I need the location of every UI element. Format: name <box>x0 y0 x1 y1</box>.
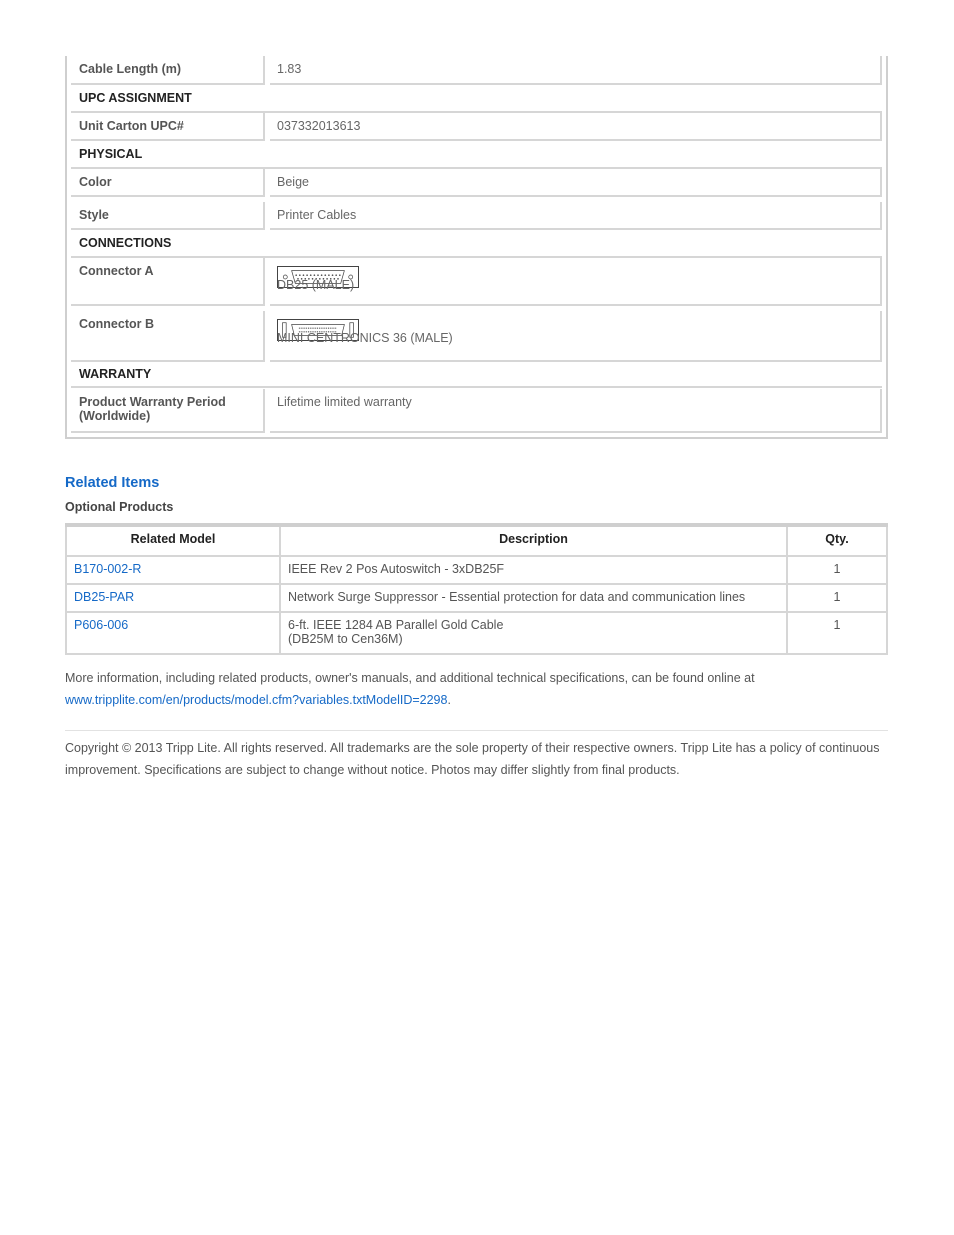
spec-row-connector-b <box>71 311 882 362</box>
spec-label: Unit Carton UPC# <box>71 113 265 141</box>
description-cell: IEEE Rev 2 Pos Autoswitch - 3xDB25F <box>280 556 787 584</box>
spec-value-connector-b <box>270 311 882 362</box>
spec-label: Connector A <box>71 258 265 306</box>
spec-label: Product Warranty Period (Worldwide) <box>71 389 265 433</box>
connector-a-name: DB25 (MALE) <box>277 278 355 292</box>
spec-row-warranty <box>71 389 882 433</box>
more-info-sentence: More information, including related products, owner's manuals, and additional technical specifications, can be found online at <box>65 671 755 685</box>
column-header-description: Description <box>280 525 787 556</box>
model-cell <box>66 612 280 654</box>
model-link[interactable]: B170-002-R <box>74 562 142 576</box>
table-header-row <box>66 525 887 556</box>
qty-cell: 1 <box>787 556 887 584</box>
spec-row-cable-length <box>71 56 882 85</box>
spec-row-upc <box>71 113 882 141</box>
table-row <box>66 584 887 612</box>
spec-value: Lifetime limited warranty <box>270 389 882 433</box>
related-products-table <box>65 523 888 655</box>
qty-cell: 1 <box>787 612 887 654</box>
column-header-qty: Qty. <box>787 525 887 556</box>
model-cell <box>66 556 280 584</box>
section-heading-upc: UPC ASSIGNMENT <box>71 86 882 113</box>
specifications-table <box>65 56 888 439</box>
footer-divider <box>65 730 888 731</box>
spec-row-color <box>71 169 882 197</box>
spec-row-connector-a <box>71 258 882 306</box>
description-line-2: (DB25M to Cen36M) <box>288 632 403 646</box>
related-items-heading: Related Items <box>65 475 160 491</box>
section-heading-warranty: WARRANTY <box>71 362 882 388</box>
model-cell <box>66 584 280 612</box>
spec-value: Printer Cables <box>270 202 882 230</box>
product-page-link[interactable]: www.tripplite.com/en/products/model.cfm?variables.txtModelID=2298 <box>65 693 448 707</box>
spec-label: Connector B <box>71 311 265 362</box>
optional-products-subheading: Optional Products <box>65 500 174 514</box>
spec-label: Cable Length (m) <box>71 56 265 85</box>
description-cell <box>280 612 787 654</box>
description-line: 6-ft. IEEE 1284 AB Parallel Gold Cable <box>288 618 504 632</box>
more-info-suffix: . <box>447 693 451 707</box>
connector-b-name: MINI CENTRONICS 36 (MALE) <box>277 331 453 345</box>
spec-value-connector-a <box>270 258 882 306</box>
more-information-text <box>65 667 888 711</box>
section-heading-connections: CONNECTIONS <box>71 231 882 258</box>
section-heading-physical: PHYSICAL <box>71 142 882 169</box>
model-link[interactable]: DB25-PAR <box>74 590 135 604</box>
spec-value: 037332013613 <box>270 113 882 141</box>
model-link[interactable]: P606-006 <box>74 618 129 632</box>
spec-label: Style <box>71 202 265 230</box>
qty-cell: 1 <box>787 584 887 612</box>
spec-label: Color <box>71 169 265 197</box>
spec-value: Beige <box>270 169 882 197</box>
spec-value: 1.83 <box>270 56 882 85</box>
spec-row-style <box>71 202 882 230</box>
description-cell: Network Surge Suppressor - Essential protection for data and communication lines <box>280 584 787 612</box>
copyright-notice: Copyright © 2013 Tripp Lite. All rights reserved. All trademarks are the sole property of their respective owners. Tripp Lite has a policy of continuous improvement. Specifications are subject to change without notice. Photos may differ slightly from final products. <box>65 741 880 777</box>
table-row <box>66 612 887 654</box>
column-header-model: Related Model <box>66 525 280 556</box>
table-row <box>66 556 887 584</box>
